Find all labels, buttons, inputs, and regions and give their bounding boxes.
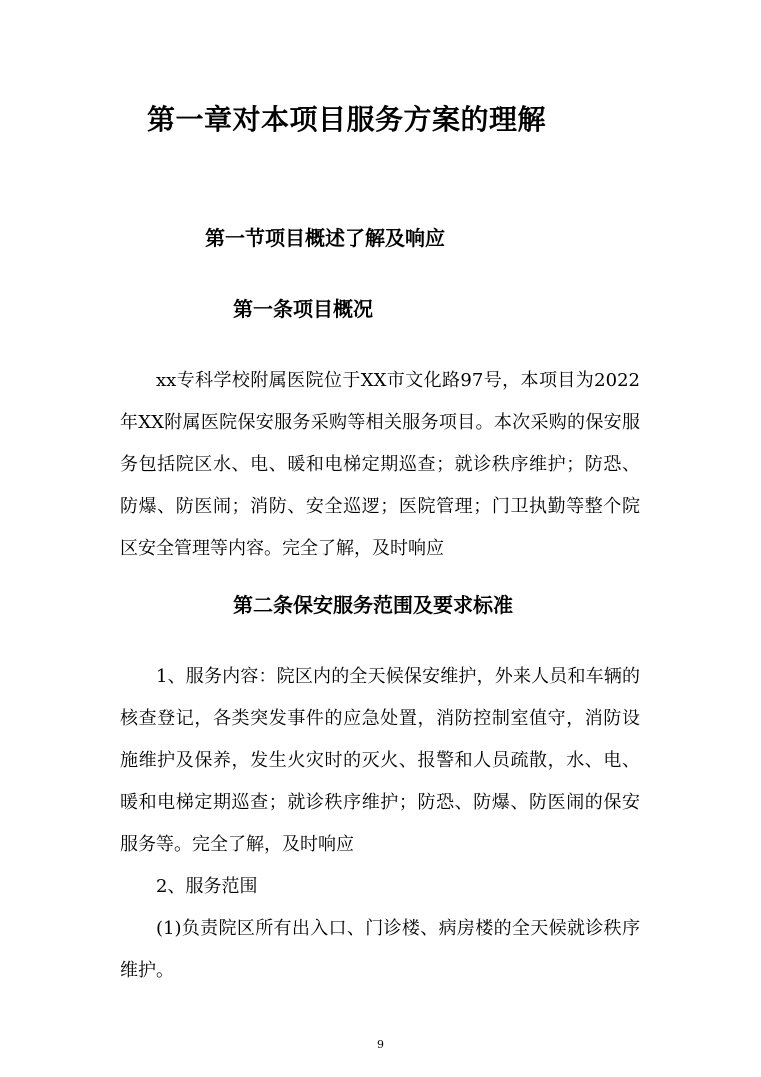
article-title-2: 第二条保安服务范围及要求标准 <box>233 593 513 617</box>
article-1-paragraph: xx专科学校附属医院位于XX市文化路97号，本项目为2022年XX附属医院保安服务采购等相关服务项目。本次采购的保安服务包括院区水、电、暖和电梯定期巡查；就诊秩序维护；防恐、防爆、防医闹；消防、安全巡逻；医院管理；门卫执勤等整个院区安全管理等内容。完全了解，及时响应 <box>120 370 640 559</box>
service-scope-heading: 2、服务范围 <box>156 876 258 897</box>
section-title: 第一节项目概述了解及响应 <box>205 226 445 250</box>
article-title-1: 第一条项目概况 <box>233 297 373 321</box>
service-scope-item-1: (1)负责院区所有出入口、门诊楼、病房楼的全天候就诊秩序维护。 <box>120 918 640 981</box>
chapter-title: 第一章对本项目服务方案的理解 <box>147 103 547 136</box>
service-content-paragraph: 1、服务内容：院区内的全天候保安维护，外来人员和车辆的核查登记，各类突发事件的应急处置，消防控制室值守，消防设施维护及保养，发生火灾时的灭火、报警和人员疏散，水、电、暖和电梯定期巡查；就诊秩序维护；防恐、防爆、防医闹的保安服务等。完全了解，及时响应 <box>120 666 640 855</box>
page-number: 9 <box>377 1038 384 1051</box>
